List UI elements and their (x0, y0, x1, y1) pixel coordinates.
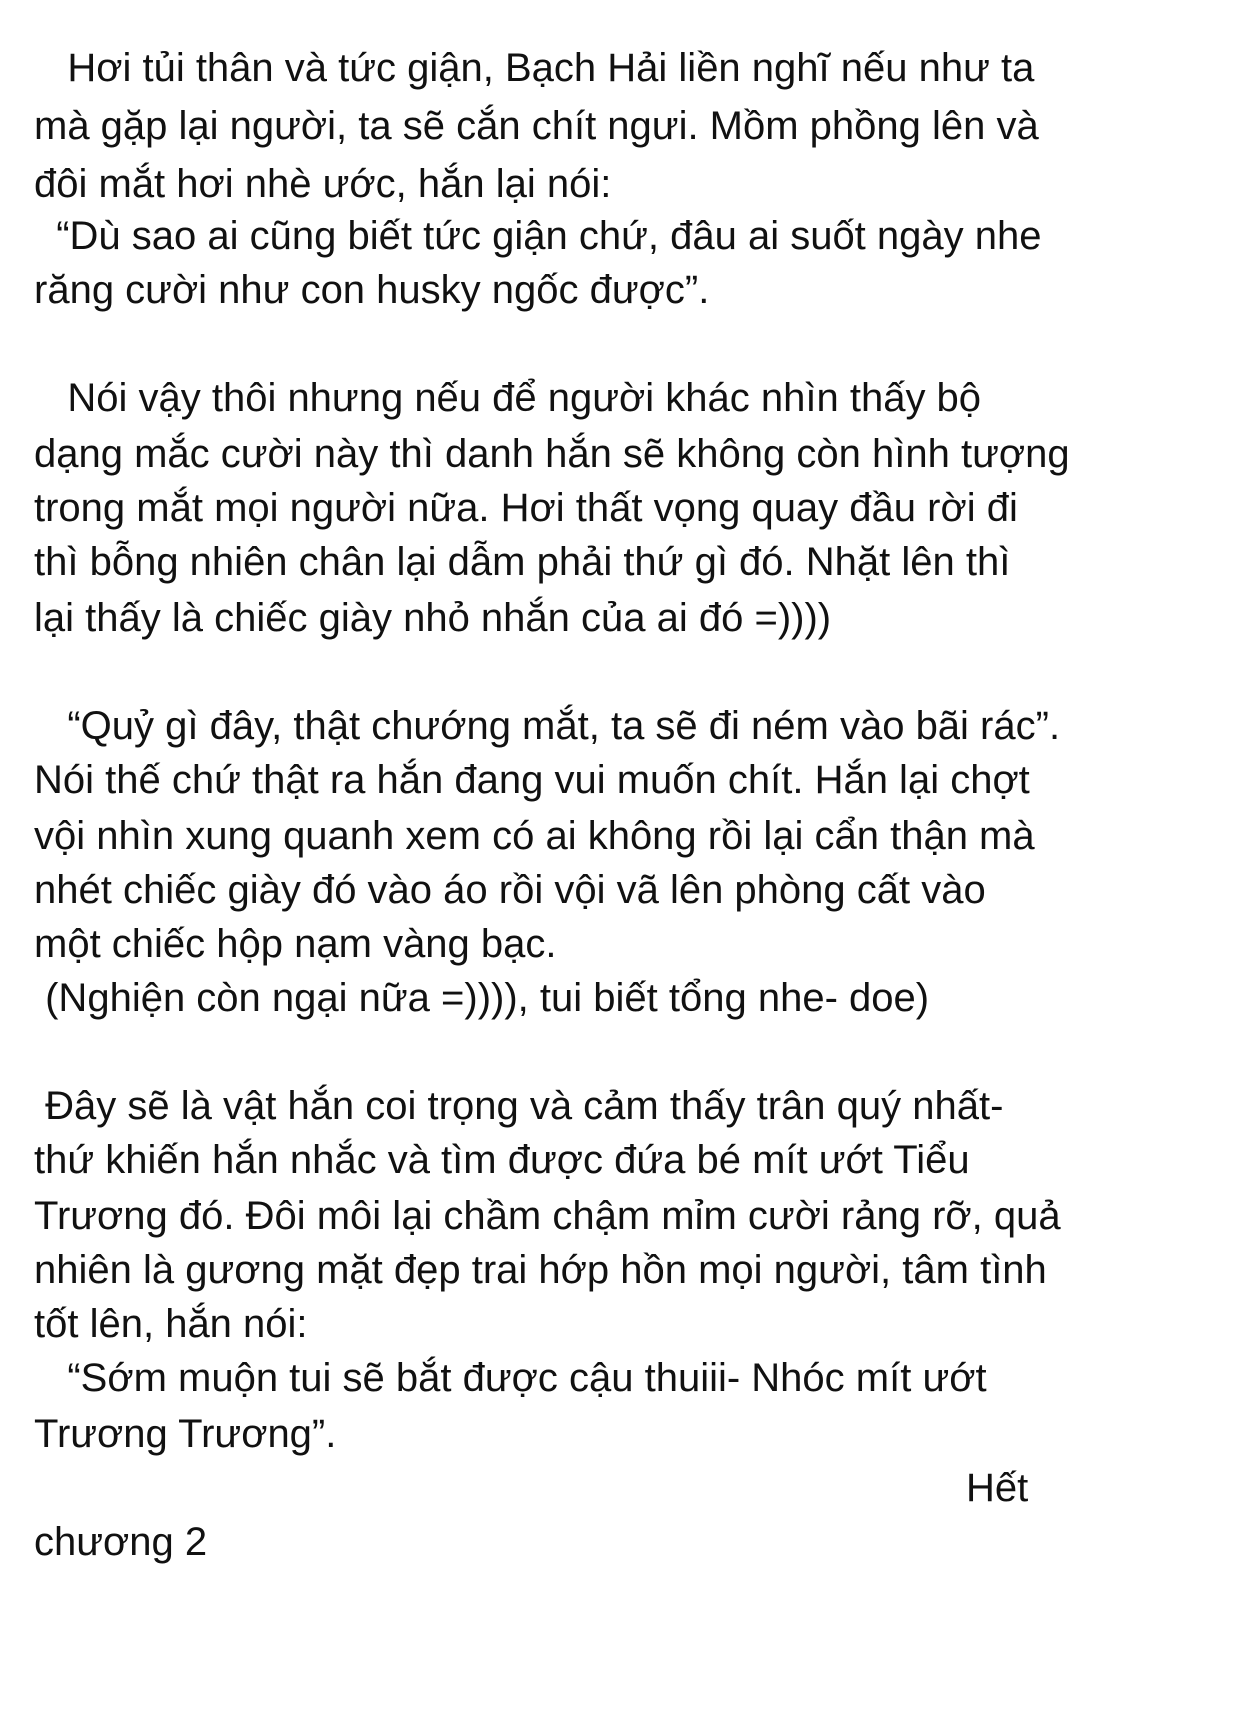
text-line-1: Hơi tủi thân và tức giận, Bạch Hải liền nghĩ nếu như ta (34, 46, 1035, 90)
text-line-23: Trương Trương”. (34, 1412, 337, 1456)
text-line-2: mà gặp lại người, ta sẽ cắn chít ngưi. Mồm phồng lên và (34, 104, 1039, 148)
text-line-21: tốt lên, hắn nói: (34, 1302, 308, 1346)
text-line-16: (Nghiện còn ngại nữa =)))), tui biết tổng nhe- doe) (34, 976, 930, 1020)
text-line-3: đôi mắt hơi nhè ước, hắn lại nói: (34, 162, 612, 206)
text-line-20: nhiên là gương mặt đẹp trai hớp hồn mọi người, tâm tình (34, 1248, 1047, 1292)
text-line-10: lại thấy là chiếc giày nhỏ nhắn của ai đó =)))) (34, 596, 832, 640)
text-line-4: “Dù sao ai cũng biết tức giận chứ, đâu ai suốt ngày nhe (34, 214, 1042, 258)
text-line-18: thứ khiến hắn nhắc và tìm được đứa bé mít ướt Tiểu (34, 1138, 970, 1182)
text-line-5: răng cười như con husky ngốc được”. (34, 268, 710, 312)
text-line-9: thì bỗng nhiên chân lại dẫm phải thứ gì đó. Nhặt lên thì (34, 540, 1011, 584)
chapter-number-label: chương 2 (34, 1520, 208, 1564)
text-line-17: Đây sẽ là vật hắn coi trọng và cảm thấy trân quý nhất- (34, 1084, 1004, 1128)
text-line-14: nhét chiếc giày đó vào áo rồi vội vã lên phòng cất vào (34, 868, 986, 912)
text-line-22: “Sớm muộn tui sẽ bắt được cậu thuiii- Nhóc mít ướt (34, 1356, 987, 1400)
text-line-7: dạng mắc cười này thì danh hắn sẽ không còn hình tượng (34, 432, 1070, 476)
text-line-6: Nói vậy thôi nhưng nếu để người khác nhìn thấy bộ (34, 376, 982, 420)
text-line-11: “Quỷ gì đây, thật chướng mắt, ta sẽ đi ném vào bãi rác”. (34, 704, 1061, 748)
text-line-15: một chiếc hộp nạm vàng bạc. (34, 922, 557, 966)
chapter-end-label: Hết (966, 1466, 1029, 1510)
text-line-13: vội nhìn xung quanh xem có ai không rồi lại cẩn thận mà (34, 814, 1035, 858)
text-line-8: trong mắt mọi người nữa. Hơi thất vọng quay đầu rời đi (34, 486, 1018, 530)
text-line-12: Nói thế chứ thật ra hắn đang vui muốn chít. Hắn lại chợt (34, 758, 1030, 802)
text-line-19: Trương đó. Đôi môi lại chầm chậm mỉm cười rảng rỡ, quả (34, 1194, 1061, 1238)
